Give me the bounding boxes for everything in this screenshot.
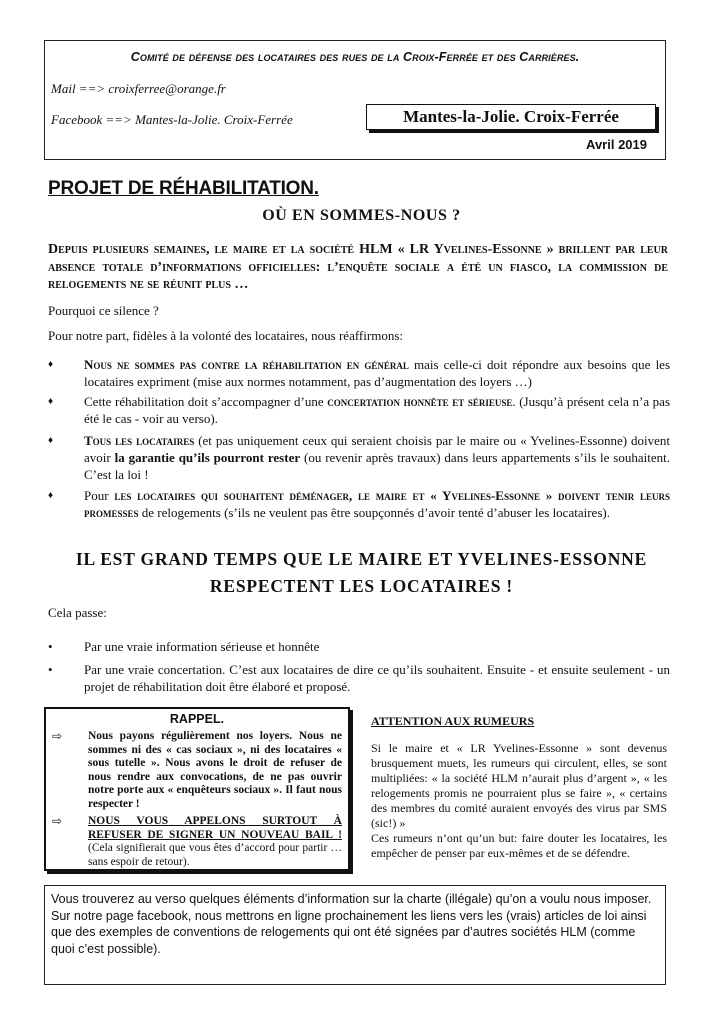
footer-paragraph-1: Vous trouverez au verso quelques éléments d’information sur la charte (illégale) qu’on a voulu nous imposer.: [51, 892, 652, 906]
bullet-item: [48, 432, 670, 483]
rappel-title: RAPPEL.: [169, 712, 225, 726]
bullet-bold: Nous ne sommes pas contre la réhabilitation en général: [84, 357, 409, 372]
intro-paragraph: Depuis plusieurs semaines, le maire et la société HLM « LR Yvelines-Essonne » brillent par leur absence totale d’informations officielles: l’enquête sociale a été un fiasco, la commission de relogements ne se réunit plus …: [48, 242, 668, 292]
headline-line-1: IL EST GRAND TEMPS QUE LE MAIRE ET YVELINES-ESSONNE: [75, 549, 648, 569]
bullet-bold: les locataires qui souhaitent déménager, le maire et « Yvelines-Essonne » doivent tenir leurs promesses: [84, 488, 670, 520]
bullet-before: Pour: [84, 488, 115, 503]
mail-value: croixferree@orange.fr: [108, 81, 226, 96]
arrow-right-icon: ⇨: [52, 814, 63, 828]
rappel-item: [52, 730, 342, 811]
bullet-dot-icon: •: [48, 662, 53, 677]
bullet-dot-icon: •: [48, 639, 53, 654]
rappel-item: [52, 815, 342, 869]
list-item-text: Par une vraie information sérieuse et honnête: [84, 639, 320, 654]
diamond-icon: ♦: [48, 396, 54, 407]
mail-label: Mail ==>: [51, 81, 106, 96]
committee-name: Comité de défense des locataires des rues de la Croix-Ferrée et des Carrières.: [130, 50, 580, 64]
cela-passe-text: Cela passe:: [48, 605, 107, 620]
bullet-text: . (Jusqu’à présent cela n’a pas été le cas - voir au verso).: [84, 394, 671, 426]
list-item: [48, 638, 670, 655]
bullet-text: mais celle-ci doit répondre aux besoins que les locataires expriment (mise aux normes notamment, pas d’augmentation des loyers …): [84, 357, 671, 389]
bullet-text: (et pas uniquement ceux qui seraient choisis par le maire ou « Yvelines-Essonne) doivent avoir: [84, 433, 670, 465]
diamond-icon: ♦: [48, 435, 54, 446]
header-box: [44, 40, 666, 160]
mail-line: [51, 81, 226, 97]
bullet-item: [48, 393, 670, 427]
rumeurs-section: [371, 714, 667, 861]
reaffirm-text: Pour notre part, fidèles à la volonté des locataires, nous réaffirmons:: [48, 328, 403, 343]
rappel-item-bold: NOUS VOUS APPELONS SURTOUT À REFUSER DE SIGNER UN NOUVEAU BAIL !: [88, 815, 342, 841]
bullet-bold-2: la garantie qu’ils pourront rester: [114, 450, 301, 465]
diamond-icon: ♦: [48, 490, 54, 501]
headline: [0, 546, 723, 600]
footer-box: [44, 885, 666, 985]
arrow-right-icon: ⇨: [52, 729, 63, 743]
facebook-line: [51, 112, 293, 128]
bullet-text: de relogements (s’ils ne veulent pas être soupçonnés d’avoir tenté d’abuser les locataires).: [138, 505, 610, 520]
bullet-item: [48, 487, 670, 521]
list-item: [48, 661, 670, 695]
bullet-bold: concertation honnête et sérieuse: [327, 394, 513, 409]
place-box: Mantes-la-Jolie. Croix-Ferrée: [366, 104, 656, 130]
rappel-item-text: (Cela signifierait que vous êtes d’accord pour partir … sans espoir de retour).: [88, 842, 342, 868]
list-item-text: Par une vraie concertation. C’est aux locataires de dire ce qu’ils souhaitent. Ensuite - et ensuite seulement - un projet de réhabilitation doit être élaboré et proposé.: [84, 662, 670, 694]
rappel-item-text: Nous payons régulièrement nos loyers. Nous ne sommes ni des « cas sociaux », ni des locataires « sous tutelle ». Nous avons le droit de refuser de nous rendre aux convocations, de ne pas ouvrir notre porte aux « enquêteurs sociaux ». Il faut nous respecter !: [88, 730, 342, 810]
bullet-bold: Tous les locataires: [84, 433, 195, 448]
rumeurs-title: ATTENTION AUX RUMEURS: [371, 714, 535, 728]
diamond-icon: ♦: [48, 359, 54, 370]
rumeurs-body: [371, 741, 667, 861]
rumeurs-paragraph-1: Si le maire et « LR Yvelines-Essonne » sont devenus brusquement muets, les rumeurs qui circulent, elles, se sont multipliées: « la société HLM n’aurait plus d’argent », « les relogements promis ne pourraient plus se faire », « certains des membres du comité auraient envoyés des virus par SMS (sic!) »: [371, 741, 667, 830]
facebook-value: Mantes-la-Jolie. Croix-Ferrée: [135, 112, 293, 127]
rumeurs-paragraph-2: Ces rumeurs n’ont qu’un but: faire douter les locataires, les empêcher de penser par eux-mêmes et de se défendre.: [371, 831, 667, 860]
bullet-before: Cette réhabilitation doit s’accompagner d’une: [84, 394, 328, 409]
footer-paragraph-2: Sur notre page facebook, nous mettrons en ligne prochainement les liens vers les (vrais) articles de loi ainsi que des exemples de conventions de relogements qui ont été signées par d’autres sociétés HLM (comme quoi c’est possible).: [51, 908, 647, 956]
headline-line-2: RESPECTENT LES LOCATAIRES !: [209, 576, 514, 596]
issue-date: Avril 2019: [586, 137, 647, 152]
rappel-box: [44, 707, 350, 871]
bullet-text-2: (ou revenir après travaux) dans leurs appartements s’ils le souhaitent. C’est la loi !: [84, 450, 670, 482]
page-title: PROJET DE RÉHABILITATION.: [48, 178, 319, 199]
facebook-label: Facebook ==>: [51, 112, 132, 127]
bullet-item: [48, 356, 670, 390]
question-text: Pourquoi ce silence ?: [48, 303, 159, 318]
page-subtitle: OÙ EN SOMMES-NOUS ?: [262, 207, 461, 224]
